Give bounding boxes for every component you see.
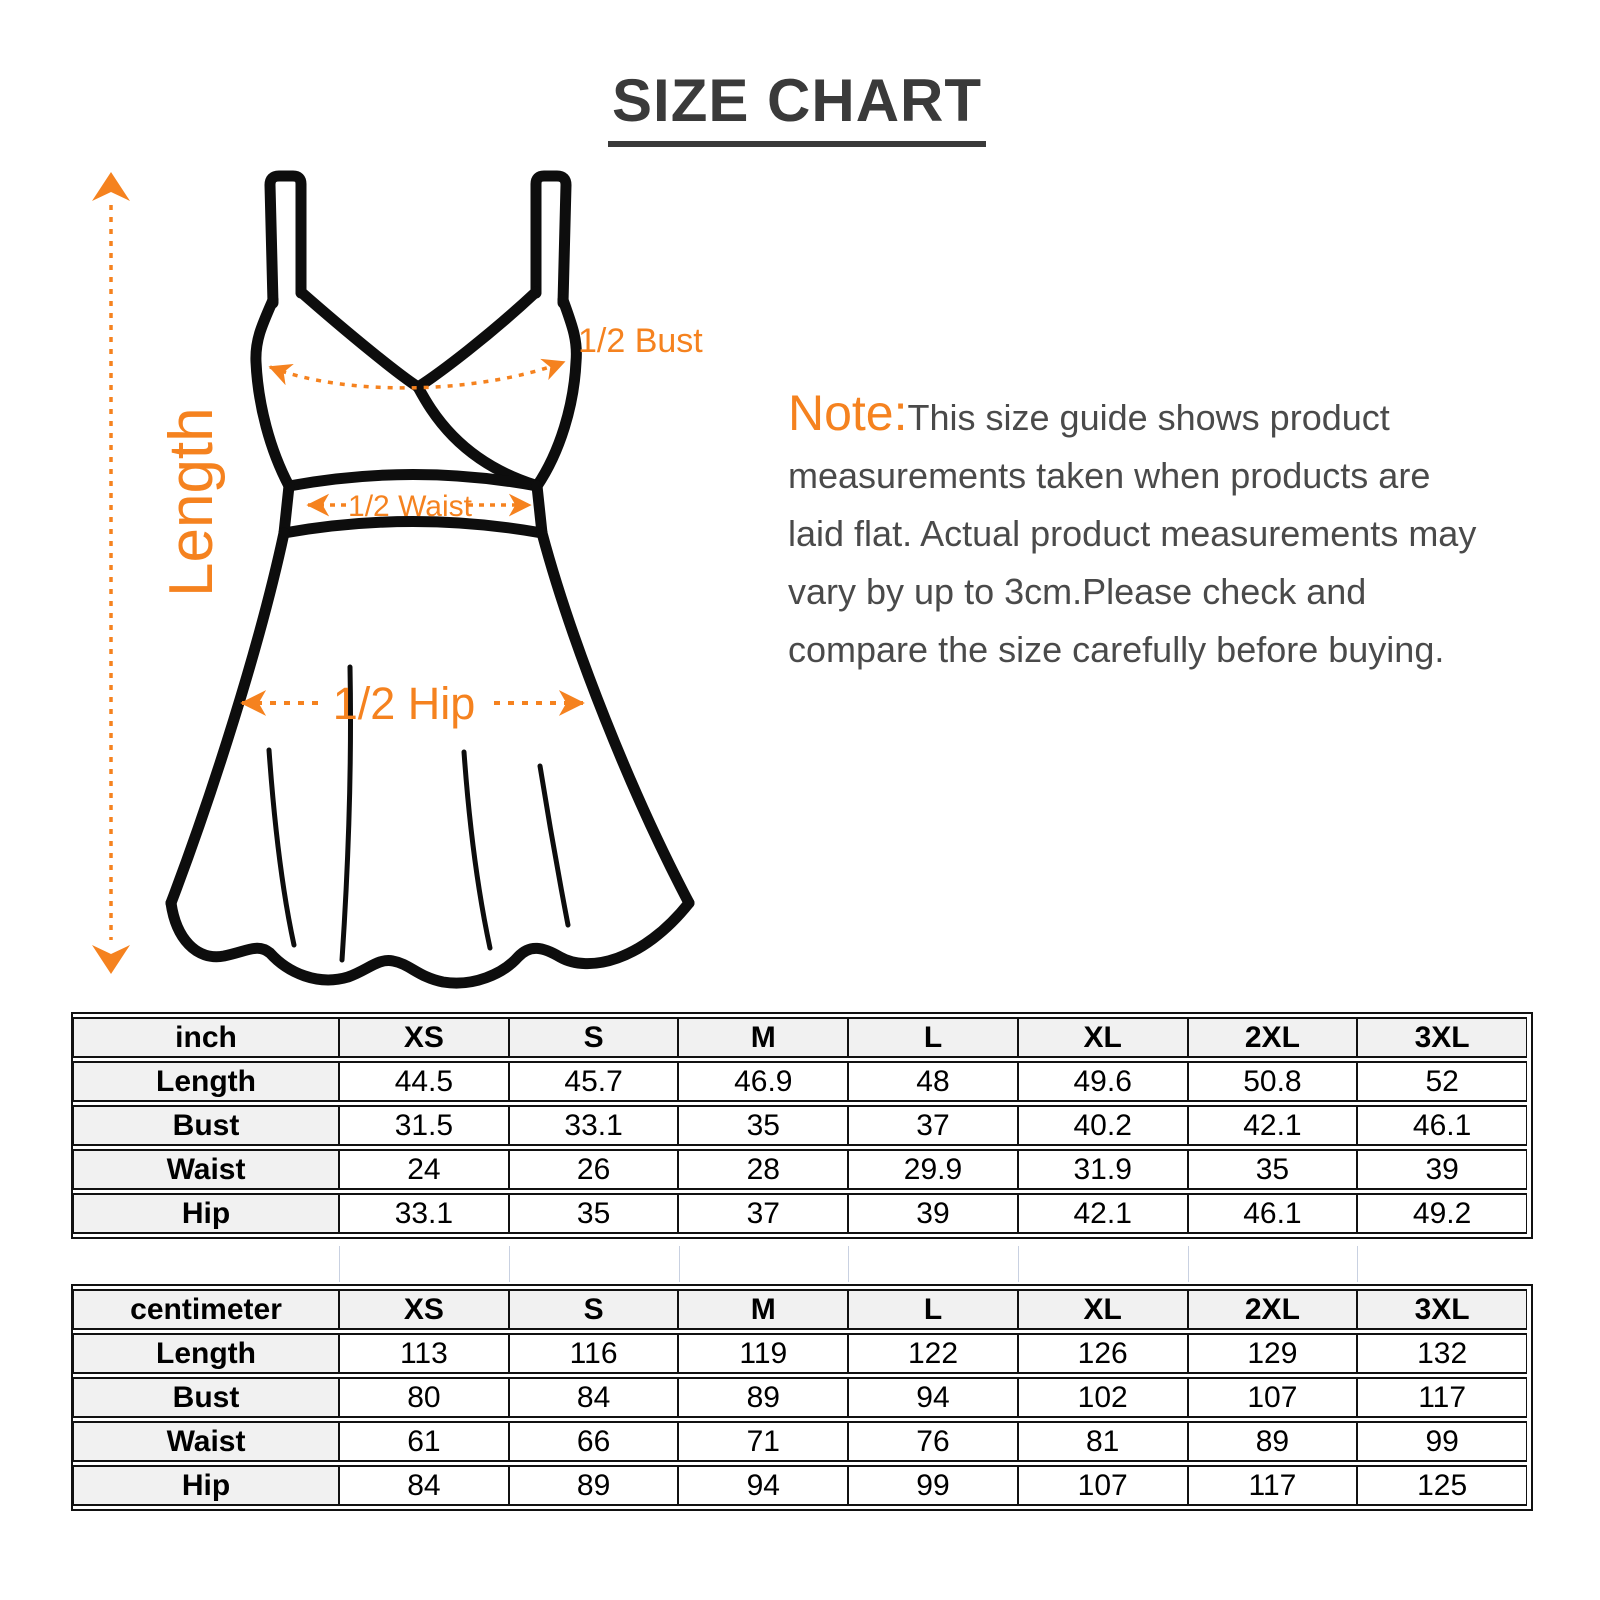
waist-label: 1/2 Waist	[348, 490, 472, 523]
table-row	[73, 1421, 1527, 1462]
value-cell: 52	[1357, 1061, 1527, 1102]
value-cell: 28	[678, 1149, 848, 1190]
row-label: Waist	[73, 1421, 339, 1462]
dress-outline	[171, 176, 689, 983]
row-label: Hip	[73, 1193, 339, 1234]
value-cell: 76	[848, 1421, 1018, 1462]
value-cell: 39	[1357, 1149, 1527, 1190]
table-row	[73, 1149, 1527, 1190]
header-row	[73, 1017, 1527, 1058]
size-header: 2XL	[1188, 1017, 1358, 1058]
value-cell: 122	[848, 1333, 1018, 1374]
value-cell: 33.1	[339, 1193, 509, 1234]
unit-header: inch	[73, 1017, 339, 1058]
value-cell: 116	[509, 1333, 679, 1374]
value-cell: 89	[1188, 1421, 1358, 1462]
value-cell: 42.1	[1018, 1193, 1188, 1234]
value-cell: 44.5	[339, 1061, 509, 1102]
centimeter-table	[73, 1286, 1527, 1509]
value-cell: 132	[1357, 1333, 1527, 1374]
size-header: S	[509, 1017, 679, 1058]
size-header: L	[848, 1017, 1018, 1058]
value-cell: 117	[1188, 1465, 1358, 1506]
value-cell: 66	[509, 1421, 679, 1462]
note-paragraph	[788, 384, 1493, 679]
value-cell: 31.5	[339, 1105, 509, 1146]
table-gap	[73, 1246, 1527, 1282]
value-cell: 33.1	[509, 1105, 679, 1146]
value-cell: 61	[339, 1421, 509, 1462]
row-label: Length	[73, 1061, 339, 1102]
value-cell: 31.9	[1018, 1149, 1188, 1190]
value-cell: 45.7	[509, 1061, 679, 1102]
note-label: Note:	[788, 385, 908, 441]
value-cell: 26	[509, 1149, 679, 1190]
note-text: This size guide shows product measurements taken when products are laid flat. Actual product measurements may vary by up to 3cm.Please check and compare the size carefully before buying.	[788, 397, 1477, 670]
table-row	[73, 1193, 1527, 1234]
value-cell: 37	[678, 1193, 848, 1234]
inch-table-frame	[71, 1012, 1533, 1239]
hip-label: 1/2 Hip	[332, 678, 476, 729]
length-label: Length	[157, 407, 226, 597]
value-cell: 24	[339, 1149, 509, 1190]
right-strap	[536, 176, 566, 303]
value-cell: 80	[339, 1377, 509, 1418]
value-cell: 37	[848, 1105, 1018, 1146]
size-header: 3XL	[1357, 1289, 1527, 1330]
value-cell: 117	[1357, 1377, 1527, 1418]
value-cell: 89	[509, 1465, 679, 1506]
value-cell: 29.9	[848, 1149, 1018, 1190]
value-cell: 48	[848, 1061, 1018, 1102]
row-label: Bust	[73, 1377, 339, 1418]
value-cell: 84	[509, 1377, 679, 1418]
value-cell: 126	[1018, 1333, 1188, 1374]
size-header: 2XL	[1188, 1289, 1358, 1330]
value-cell: 94	[678, 1465, 848, 1506]
value-cell: 42.1	[1188, 1105, 1358, 1146]
value-cell: 94	[848, 1377, 1018, 1418]
value-cell: 99	[848, 1465, 1018, 1506]
size-header: M	[678, 1289, 848, 1330]
unit-header: centimeter	[73, 1289, 339, 1330]
value-cell: 102	[1018, 1377, 1188, 1418]
value-cell: 35	[678, 1105, 848, 1146]
size-header: S	[509, 1289, 679, 1330]
table-row	[73, 1465, 1527, 1506]
size-header: XS	[339, 1289, 509, 1330]
row-label: Hip	[73, 1465, 339, 1506]
row-label: Length	[73, 1333, 339, 1374]
value-cell: 39	[848, 1193, 1018, 1234]
value-cell: 113	[339, 1333, 509, 1374]
dress-diagram	[60, 150, 760, 1010]
value-cell: 35	[509, 1193, 679, 1234]
table-row	[73, 1105, 1527, 1146]
value-cell: 107	[1188, 1377, 1358, 1418]
length-arrow	[92, 172, 130, 974]
value-cell: 49.2	[1357, 1193, 1527, 1234]
table-row	[73, 1377, 1527, 1418]
bust-label: 1/2 Bust	[578, 322, 703, 360]
value-cell: 81	[1018, 1421, 1188, 1462]
header-row	[73, 1289, 1527, 1330]
value-cell: 50.8	[1188, 1061, 1358, 1102]
value-cell: 125	[1357, 1465, 1527, 1506]
size-header: XL	[1018, 1017, 1188, 1058]
page-title: SIZE CHART	[608, 66, 986, 147]
left-strap	[270, 176, 301, 303]
row-label: Waist	[73, 1149, 339, 1190]
size-header: XL	[1018, 1289, 1188, 1330]
table-row	[73, 1061, 1527, 1102]
value-cell: 129	[1188, 1333, 1358, 1374]
value-cell: 89	[678, 1377, 848, 1418]
size-header: XS	[339, 1017, 509, 1058]
centimeter-table-frame	[71, 1284, 1533, 1511]
value-cell: 71	[678, 1421, 848, 1462]
value-cell: 35	[1188, 1149, 1358, 1190]
size-header: M	[678, 1017, 848, 1058]
size-header: 3XL	[1357, 1017, 1527, 1058]
value-cell: 46.1	[1188, 1193, 1358, 1234]
row-label: Bust	[73, 1105, 339, 1146]
inch-table	[73, 1014, 1527, 1237]
value-cell: 84	[339, 1465, 509, 1506]
value-cell: 49.6	[1018, 1061, 1188, 1102]
table-row	[73, 1333, 1527, 1374]
value-cell: 107	[1018, 1465, 1188, 1506]
value-cell: 99	[1357, 1421, 1527, 1462]
value-cell: 119	[678, 1333, 848, 1374]
value-cell: 46.9	[678, 1061, 848, 1102]
value-cell: 46.1	[1357, 1105, 1527, 1146]
value-cell: 40.2	[1018, 1105, 1188, 1146]
size-header: L	[848, 1289, 1018, 1330]
